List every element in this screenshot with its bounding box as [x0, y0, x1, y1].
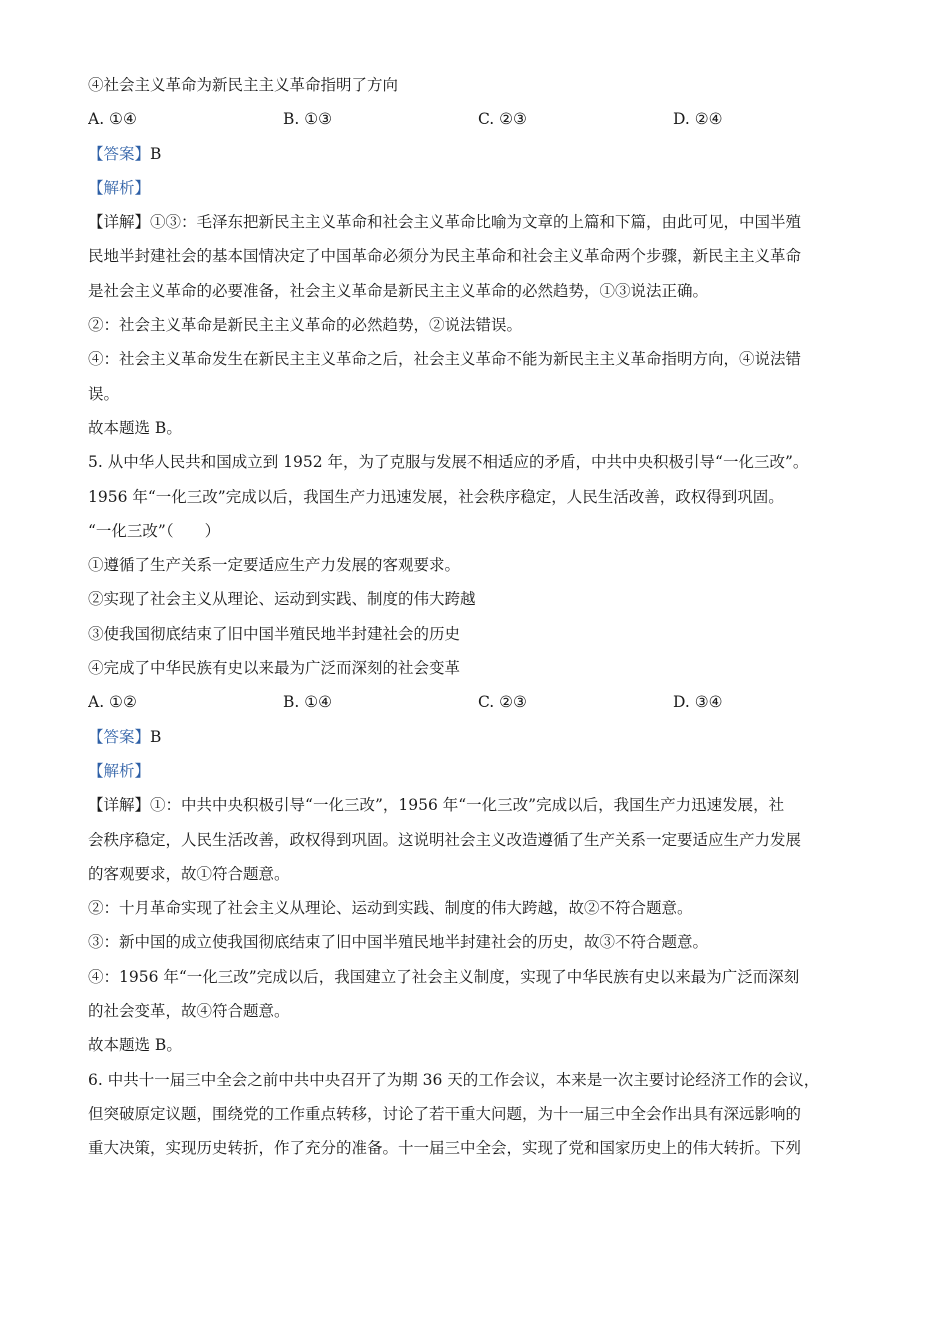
- answer-label: 【答案】: [88, 144, 151, 163]
- q5-option: ②实现了社会主义从理论、运动到实践、制度的伟大跨越: [88, 590, 476, 609]
- answer-value: B: [150, 144, 162, 163]
- q5-explanation-line: 的社会变革，故④符合题意。: [88, 1002, 290, 1021]
- q5-choice-b: B. ①④: [283, 693, 333, 712]
- q4-explanation-line: 民地半封建社会的基本国情决定了中国革命必须分为民主革命和社会主义革命两个步骤，新民主主义革命: [88, 247, 802, 266]
- q6-stem-line: 但突破原定议题，围绕党的工作重点转移，讨论了若干重大问题，为十一届三中全会作出具有深远影响的: [88, 1104, 802, 1123]
- answer-value: B: [150, 727, 162, 746]
- q5-choices: [88, 685, 863, 719]
- q4-choice-a: A. ①④: [88, 110, 137, 129]
- document-page: [88, 68, 863, 1166]
- q5-choice-a: A. ①②: [88, 693, 137, 712]
- answer-label: 【答案】: [88, 727, 151, 746]
- q5-explanation-line: ④：1956 年“一化三改”完成以后，我国建立了社会主义制度，实现了中华民族有史以来最为广泛而深刻: [88, 967, 800, 986]
- q4-explanation-line: 是社会主义革命的必要准备，社会主义革命是新民主主义革命的必然趋势，①③说法正确。: [88, 281, 709, 300]
- q5-explanation-line: ③：新中国的成立使我国彻底结束了旧中国半殖民地半封建社会的历史，故③不符合题意。: [88, 933, 709, 952]
- q5-option: ③使我国彻底结束了旧中国半殖民地半封建社会的历史: [88, 624, 461, 643]
- q5-answer: [88, 720, 863, 754]
- q4-answer: [88, 137, 863, 171]
- explanation-text: ①③：毛泽东把新民主主义革命和社会主义革命比喻为文章的上篇和下篇，由此可见，中国半殖: [150, 213, 802, 232]
- q4-choices: [88, 102, 863, 136]
- q4-analysis-label: 【解析】: [88, 178, 151, 197]
- q5-choice-d: D. ③④: [673, 693, 723, 712]
- q5-stem-line: 1956 年“一化三改”完成以后，我国生产力迅速发展，社会秩序稳定，人民生活改善，政权得到巩固。: [88, 487, 784, 506]
- q4-explanation-line: ②：社会主义革命是新民主主义革命的必然趋势，②说法错误。: [88, 316, 523, 335]
- q4-explanation-line: ④：社会主义革命发生在新民主主义革命之后，社会主义革命不能为新民主主义革命指明方向，④说法错: [88, 350, 802, 369]
- q5-explanation-line: 的客观要求，故①符合题意。: [88, 864, 290, 883]
- q6-stem-line: 6. 中共十一届三中全会之前中共中央召开了为期 36 天的工作会议，本来是一次主要讨论经济工作的会议，: [88, 1070, 820, 1089]
- q5-choice-c: C. ②③: [478, 693, 527, 712]
- q5-stem-line: 5. 从中华人民共和国成立到 1952 年，为了克服与发展不相适应的矛盾，中共中央积极引导“一化三改”。: [88, 453, 809, 472]
- q5-stem-line: “一化三改”（ ）: [88, 521, 221, 540]
- q4-explanation-line: 误。: [88, 384, 120, 403]
- q5-explanation-line: [88, 788, 863, 822]
- detail-label: 【详解】: [88, 213, 151, 232]
- q4-option-4: ④社会主义革命为新民主主义革命指明了方向: [88, 76, 399, 94]
- q5-conclusion: 故本题选 B。: [88, 1036, 182, 1055]
- q5-explanation-line: ②：十月革命实现了社会主义从理论、运动到实践、制度的伟大跨越，故②不符合题意。: [88, 899, 693, 918]
- q4-conclusion: 故本题选 B。: [88, 418, 182, 437]
- q5-explanation-line: 会秩序稳定，人民生活改善，政权得到巩固。这说明社会主义改造遵循了生产关系一定要适应生产力发展: [88, 830, 802, 849]
- explanation-text: ①：中共中央积极引导“一化三改”，1956 年“一化三改”完成以后，我国生产力迅速发展，社: [150, 796, 785, 815]
- q5-analysis-label: 【解析】: [88, 761, 151, 780]
- q4-choice-b: B. ①③: [283, 110, 333, 129]
- q4-choice-c: C. ②③: [478, 110, 527, 129]
- q5-option: ④完成了中华民族有史以来最为广泛而深刻的社会变革: [88, 659, 461, 678]
- q5-option: ①遵循了生产关系一定要适应生产力发展的客观要求。: [88, 556, 461, 575]
- q4-choice-d: D. ②④: [673, 110, 723, 129]
- detail-label: 【详解】: [88, 796, 151, 815]
- q6-stem-line: 重大决策，实现历史转折，作了充分的准备。十一届三中全会，实现了党和国家历史上的伟大转折。下列: [88, 1139, 802, 1158]
- q4-explanation-line: [88, 205, 863, 239]
